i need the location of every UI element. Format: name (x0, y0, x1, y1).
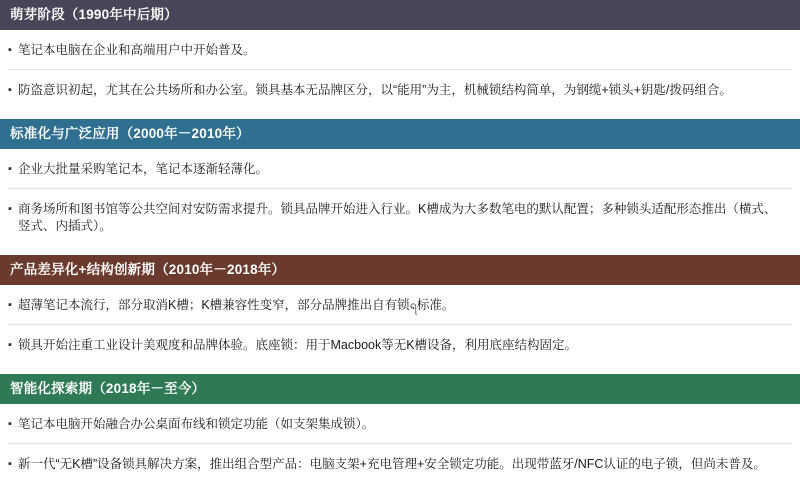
bullet-text: 锁具开始注重工业设计美观度和品牌体验。底座锁：用于Macbook等无K槽设备，利用底座结构固定。 (18, 338, 578, 352)
bullet-icon: ▪ (8, 84, 12, 96)
bullet-text: 超薄笔记本流行，部分取消K槽；K槽兼容性变窄，部分品牌推出自有锁ရ标准。 (18, 298, 455, 312)
bullet-icon: ▪ (8, 418, 12, 430)
list-item (0, 404, 800, 443)
bullet-icon: ▪ (8, 339, 12, 351)
section-2-title: 标准化与广泛应用（2000年－2010年） (10, 126, 250, 141)
section-gap (0, 245, 800, 255)
bullet-icon: ▪ (8, 203, 12, 215)
bullet-text: 新一代“无K槽”设备锁具解决方案，推出组合型产品：电脑支架+充电管理+安全锁定功能。出现带蓝牙/NFC认证的电子锁，但尚未普及。 (18, 457, 766, 471)
bullet-text: 笔记本电脑在企业和高端用户中开始普及。 (18, 43, 256, 57)
bullet-icon: ▪ (8, 163, 12, 175)
list-item (0, 325, 800, 364)
list-item (0, 149, 800, 188)
section-3-bullets (0, 285, 800, 364)
section-1-header (0, 0, 800, 30)
list-item (0, 285, 800, 324)
section-4 (0, 374, 800, 483)
bullet-text: 防盗意识初起，尤其在公共场所和办公室。锁具基本无品牌区分，以“能用”为主，机械锁结构简单，为钢缆+锁头+钥匙/拨码组合。 (18, 83, 732, 97)
bullet-icon: ▪ (8, 458, 12, 470)
section-1 (0, 0, 800, 109)
bullet-icon: ▪ (8, 44, 12, 56)
list-item (0, 444, 800, 483)
section-gap (0, 364, 800, 374)
section-1-title: 萌芽阶段（1990年中后期） (10, 7, 178, 22)
section-4-bullets (0, 404, 800, 483)
section-gap (0, 109, 800, 119)
section-3-title: 产品差异化+结构创新期（2010年－2018年） (10, 262, 286, 277)
bullet-icon: ▪ (8, 299, 12, 311)
bullet-text: 企业大批量采购笔记本，笔记本逐渐轻薄化。 (18, 162, 269, 176)
section-4-title: 智能化探索期（2018年－至今） (10, 381, 206, 396)
list-item (0, 30, 800, 69)
list-item (0, 189, 800, 245)
bullet-text: 商务场所和图书馆等公共空间对安防需求提升。锁具品牌开始进入行业。K槽成为大多数笔电的默认配置；多种锁头适配形态推出（横式、竖式、内插式）。 (18, 202, 777, 233)
section-3-header (0, 255, 800, 285)
bullet-text: 笔记本电脑开始融合办公桌面布线和锁定功能（如支架集成锁）。 (18, 417, 375, 431)
section-2-bullets (0, 149, 800, 245)
section-3 (0, 255, 800, 364)
section-1-bullets (0, 30, 800, 109)
section-2-header (0, 119, 800, 149)
section-2 (0, 119, 800, 245)
list-item (0, 70, 800, 109)
section-4-header (0, 374, 800, 404)
